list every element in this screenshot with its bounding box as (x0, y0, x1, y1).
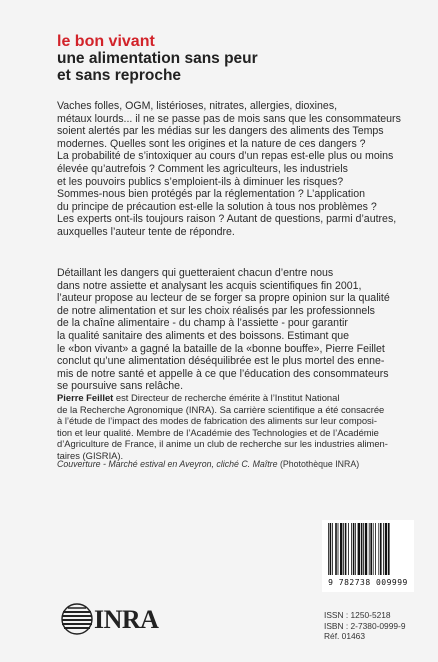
barcode-bar (345, 523, 347, 575)
barcode-bar (363, 523, 364, 575)
barcode-bar (355, 523, 356, 575)
barcode-bar (343, 523, 344, 575)
text-line: se poursuive sans relâche. (57, 380, 184, 393)
text-line: Sommes-nous bien protégés par la réglementation ? L’application (57, 188, 365, 201)
barcode (322, 520, 414, 592)
intro-paragraph (57, 100, 409, 239)
barcode-bar (330, 523, 332, 575)
globe-icon (60, 601, 94, 637)
barcode-bar (328, 523, 329, 575)
text-line: la qualité sanitaire des aliments et des boissons. Estimant que (57, 329, 350, 342)
barcode-bar (365, 523, 367, 575)
text-line: taires (GISRIA). (57, 449, 124, 461)
logo-wordmark: INRA (94, 605, 159, 634)
text-line: Les experts ont-ils toujours raison ? Autant de questions, parmi d’autres, (57, 213, 397, 226)
text-line (57, 392, 413, 404)
cover-credit (57, 459, 417, 470)
text-line: dans notre assiette et analysant les acquis scientifiques fin 2001, (57, 279, 362, 292)
book-title: le bon vivant (57, 33, 155, 50)
text-line: La probabilité de s’intoxiquer au cours d’un repas est-elle plus ou moins (57, 150, 394, 163)
text-line: Vaches folles, OGM, listérioses, nitrates, allergies, dioxines, (57, 100, 338, 112)
barcode-bar (358, 523, 360, 575)
text-line: l’auteur propose au lecteur de se forger sa propre opinion sur la qualité (57, 292, 390, 305)
barcode-bars (326, 523, 410, 577)
text-line: à l’étude de l’impact des modes de fabrication des aliments sur leur composi- (57, 415, 377, 427)
barcode-bar (335, 523, 337, 575)
author-bio (57, 392, 413, 462)
reference-number: Réf. 01463 (324, 631, 365, 642)
text-line: de notre alimentation et sur les choix réalisés par les professionnels (57, 304, 375, 317)
bio-text: est Directeur de recherche émérite à l’Institut National (113, 392, 340, 403)
barcode-bar (348, 523, 349, 575)
text-line: conclut qu’une alimentation déséquilibrée est le plus mortel des enne- (57, 355, 385, 368)
barcode-bar (340, 523, 342, 575)
barcode-bar (373, 523, 374, 575)
barcode-bar (375, 523, 376, 575)
text-line: de la chaîne alimentaire - du champ à l’assiette - pour garantir (57, 317, 348, 330)
text-line: élevée qu’autrefois ? Comment les agriculteurs, les industriels (57, 162, 348, 175)
text-line: tion et leur qualité. Membre de l’Académie des Technologies et de l’Académie (57, 426, 379, 438)
barcode-bar (370, 523, 372, 575)
text-line: soient alertés par les médias sur les dangers des aliments des Temps (57, 125, 384, 138)
text-line: du principe de précaution est-elle la solution à tous nos problèmes ? (57, 200, 377, 213)
text-line: le «bon vivant» a gagné la bataille de la «bonne bouffe», Pierre Feillet (57, 342, 385, 355)
text-line: de la Recherche Agronomique (INRA). Sa carrière scientifique a été consacrée (57, 403, 385, 415)
text-line: et les pouvoirs publics s’emploient-ils à diminuer les risques? (57, 175, 344, 188)
author-name: Pierre Feillet (57, 392, 114, 403)
isbn-number: ISBN : 2-7380-0999-9 (324, 620, 406, 631)
barcode-bar (338, 523, 339, 575)
text-line: modernes. Quelles sont les origines et la nature de ces dangers ? (57, 137, 366, 150)
barcode-digits: 9 782738 009999 (328, 578, 408, 587)
text-line: auxquelles l’auteur tente de répondre. (57, 225, 235, 238)
barcode-bar (369, 523, 370, 575)
subtitle-line: et sans reproche (57, 67, 182, 84)
summary-paragraph (57, 267, 409, 393)
barcode-bar (385, 523, 387, 575)
barcode-bar (361, 523, 363, 575)
book-subtitle (57, 50, 397, 84)
credit-caption: Couverture - Marché estival en Aveyron, cliché C. Maître (57, 459, 278, 469)
issn-number: ISSN : 1250-5218 (324, 610, 391, 620)
subtitle-line: une alimentation sans peur (57, 50, 258, 67)
text-line: mis de notre santé et appelle à ce que l’éducation des consommateurs (57, 367, 389, 380)
publication-ids (324, 610, 434, 642)
barcode-bar (351, 523, 352, 575)
credit-source: (Photothèque INRA) (277, 459, 360, 469)
barcode-bar (353, 523, 355, 575)
barcode-bar (380, 523, 382, 575)
text-line: Détaillant les dangers qui guetteraient chacun d’entre nous (57, 267, 334, 279)
inra-logo (60, 597, 170, 641)
text-line: métaux lourds... il ne se passe pas de mois sans que les consommateurs (57, 112, 401, 125)
barcode-bar (388, 523, 390, 575)
text-line: d’Agriculture de France, il anime un club de recherche sur les industries alimen- (57, 438, 388, 450)
barcode-bar (378, 523, 379, 575)
barcode-bar (383, 523, 384, 575)
barcode-bar (332, 523, 333, 575)
